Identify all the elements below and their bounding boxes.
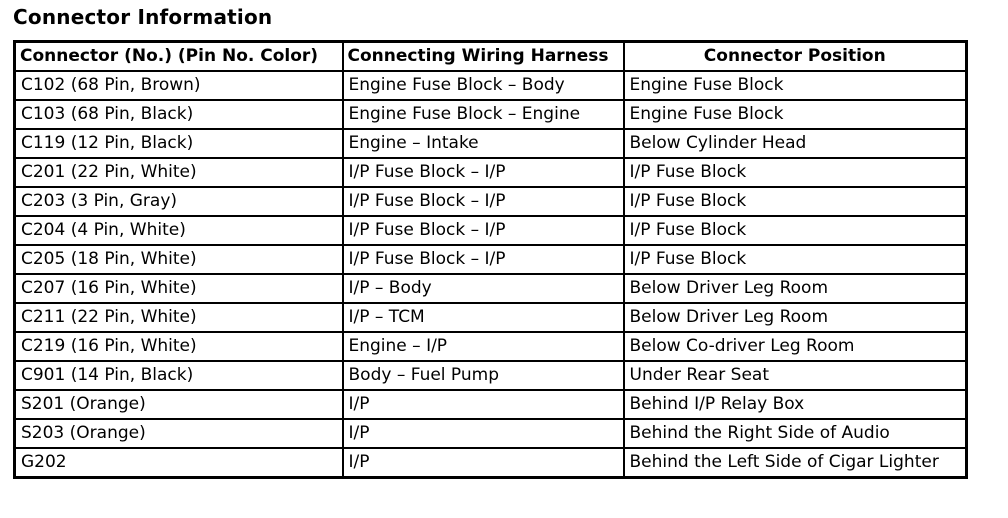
harness-cell: Engine – Intake [343,129,624,158]
position-cell: Behind the Right Side of Audio [624,419,967,448]
connector-cell: C205 (18 Pin, White) [15,245,343,274]
table-row [15,361,967,390]
position-cell: Behind the Left Side of Cigar Lighter [624,448,967,478]
table-row [15,274,967,303]
connector-cell: C201 (22 Pin, White) [15,158,343,187]
connector-cell: S203 (Orange) [15,419,343,448]
position-cell: Below Driver Leg Room [624,274,967,303]
harness-cell: Engine – I/P [343,332,624,361]
position-cell: I/P Fuse Block [624,245,967,274]
table-row [15,245,967,274]
harness-cell: I/P Fuse Block – I/P [343,216,624,245]
connector-cell: S201 (Orange) [15,390,343,419]
connector-table [13,40,968,479]
harness-cell: I/P [343,390,624,419]
page-title: Connector Information [13,5,273,29]
position-cell: Below Cylinder Head [624,129,967,158]
harness-cell: Engine Fuse Block – Engine [343,100,624,129]
harness-cell: I/P [343,448,624,478]
harness-cell: I/P Fuse Block – I/P [343,187,624,216]
table-row [15,390,967,419]
position-cell: I/P Fuse Block [624,187,967,216]
connector-cell: C901 (14 Pin, Black) [15,361,343,390]
table-row [15,332,967,361]
harness-cell: I/P Fuse Block – I/P [343,245,624,274]
position-cell: I/P Fuse Block [624,216,967,245]
table-row [15,448,967,478]
table-row [15,187,967,216]
position-cell: Behind I/P Relay Box [624,390,967,419]
header-position: Connector Position [624,42,967,72]
header-row [15,42,967,72]
table-row [15,419,967,448]
position-cell: Engine Fuse Block [624,71,967,100]
position-cell: Under Rear Seat [624,361,967,390]
harness-cell: I/P – TCM [343,303,624,332]
position-cell: Engine Fuse Block [624,100,967,129]
table-row [15,158,967,187]
connector-cell: G202 [15,448,343,478]
table-row [15,216,967,245]
harness-cell: I/P Fuse Block – I/P [343,158,624,187]
connector-cell: C219 (16 Pin, White) [15,332,343,361]
harness-cell: Engine Fuse Block – Body [343,71,624,100]
connector-cell: C207 (16 Pin, White) [15,274,343,303]
position-cell: I/P Fuse Block [624,158,967,187]
connector-cell: C203 (3 Pin, Gray) [15,187,343,216]
connector-cell: C211 (22 Pin, White) [15,303,343,332]
table-row [15,303,967,332]
header-connector: Connector (No.) (Pin No. Color) [15,42,343,72]
connector-cell: C103 (68 Pin, Black) [15,100,343,129]
table-row [15,129,967,158]
table-row [15,71,967,100]
harness-cell: I/P [343,419,624,448]
header-harness: Connecting Wiring Harness [343,42,624,72]
connector-cell: C204 (4 Pin, White) [15,216,343,245]
harness-cell: I/P – Body [343,274,624,303]
connector-cell: C102 (68 Pin, Brown) [15,71,343,100]
position-cell: Below Driver Leg Room [624,303,967,332]
connector-cell: C119 (12 Pin, Black) [15,129,343,158]
harness-cell: Body – Fuel Pump [343,361,624,390]
table-row [15,100,967,129]
position-cell: Below Co-driver Leg Room [624,332,967,361]
